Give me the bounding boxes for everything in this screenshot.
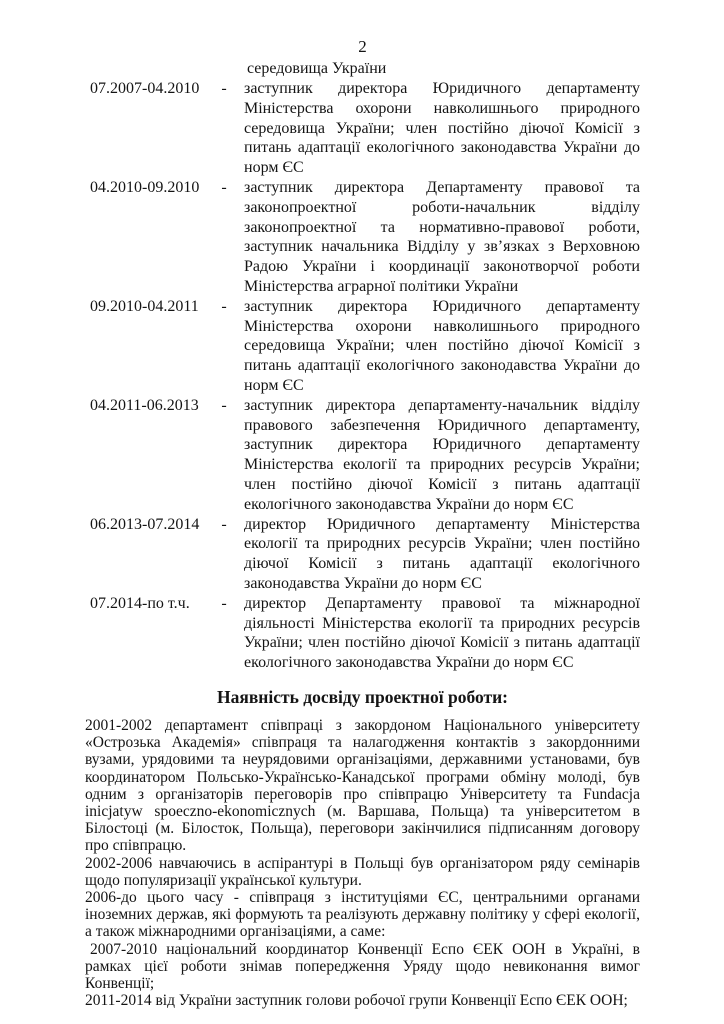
date-range: 07.2007-04.2010 xyxy=(90,80,200,97)
paragraph: 2001-2002 департамент співпраці з закордоном Національного університету «Острозька Академія» співпраця та налагодження контактів з закордонними вузами, урядовими та неурядовими організаціями, державними установами, був координатором Польсько-Українсько-Канадської програми обміну молоді, був одним з організаторів переговорів про співпрацю Університету та Fundacja inicjatyw spoeczno-ekonomicznych (м. Варшава, Польща) та університетом в Білостоці (м. Білосток, Польща), переговори закінчилися підписанням договору про співпрацю. xyxy=(85,716,640,855)
project-experience-text xyxy=(85,717,640,1009)
separator-dash: - xyxy=(221,594,227,612)
paragraph: 2007-2010 національний координатор Конвенції Еспо ЄЕК ООН в Україні, в рамках цієї роботи знімав попередження Уряду щодо невиконання вимог Конвенції; xyxy=(85,940,640,992)
separator-dash: - xyxy=(221,80,227,97)
continuation-line: середовища України xyxy=(247,60,387,77)
paragraph: 2002-2006 навчаючись в аспірантурі в Польщі був організатором ряду семінарів щодо популяризації української культури. xyxy=(85,854,640,889)
position-description: заступник директора Департаменту правової та законопроектної роботи-начальник відділу законопроектної та нормативно-правової роботи, заступник начальника Відділу у зв’язках з Верховною Радою України і координації законотворчої роботи Міністерства аграрної політики України xyxy=(244,178,640,295)
career-entry xyxy=(90,178,640,297)
position-description: директор Юридичного департаменту Міністерства екології та природних ресурсів України; член постійно діючої Комісії з питань адаптації екологічного законодавства України до норм ЄС xyxy=(244,515,640,592)
career-entry xyxy=(90,515,640,594)
section-heading: Наявність досвіду проектної роботи: xyxy=(217,686,508,707)
date-range: 09.2010-04.2011 xyxy=(90,297,199,315)
career-entry xyxy=(90,396,640,515)
position-description: заступник директора Юридичного департаменту Міністерства охорони навколишнього природного середовища України; член постійно діючої Комісії з питань адаптації екологічного законодавства України до норм ЄС xyxy=(244,80,640,177)
date-range: 04.2011-06.2013 xyxy=(90,396,199,414)
separator-dash: - xyxy=(221,515,227,533)
career-entry xyxy=(90,79,640,178)
paragraph: 2011-2014 від України заступник голови робочої групи Конвенції Еспо ЄЕК ООН; xyxy=(85,992,628,1010)
career-history-list xyxy=(90,79,640,673)
page-number: 2 xyxy=(358,37,367,56)
paragraph: 2006-до цього часу - співпраця з інституціями ЄС, центральними органами іноземних держав, які формують та реалізують державну політику у сфері екології, а також міжнародними організаціями, а саме: xyxy=(85,888,640,941)
separator-dash: - xyxy=(221,396,227,414)
date-range: 04.2010-09.2010 xyxy=(90,178,200,196)
separator-dash: - xyxy=(221,178,227,196)
career-entry xyxy=(90,594,640,673)
career-entry xyxy=(90,297,640,396)
position-description: заступник директора департаменту-начальник відділу правового забезпечення Юридичного департаменту, заступник директора Юридичного департаменту Міністерства екології та природних ресурсів України; член постійно діючої Комісії з питань адаптації екологічного законодавства України до норм ЄС xyxy=(244,396,640,513)
date-range: 07.2014-по т.ч. xyxy=(90,594,190,612)
position-description: директор Департаменту правової та міжнародної діяльності Міністерства екології та природних ресурсів України; член постійно діючої Комісії з питань адаптації екологічного законодавства України до норм ЄС xyxy=(244,594,640,672)
position-description: заступник директора Юридичного департаменту Міністерства охорони навколишнього природного середовища України; член постійно діючої Комісії з питань адаптації екологічного законодавства України до норм ЄС xyxy=(244,297,640,394)
separator-dash: - xyxy=(221,297,227,315)
date-range: 06.2013-07.2014 xyxy=(90,515,200,533)
